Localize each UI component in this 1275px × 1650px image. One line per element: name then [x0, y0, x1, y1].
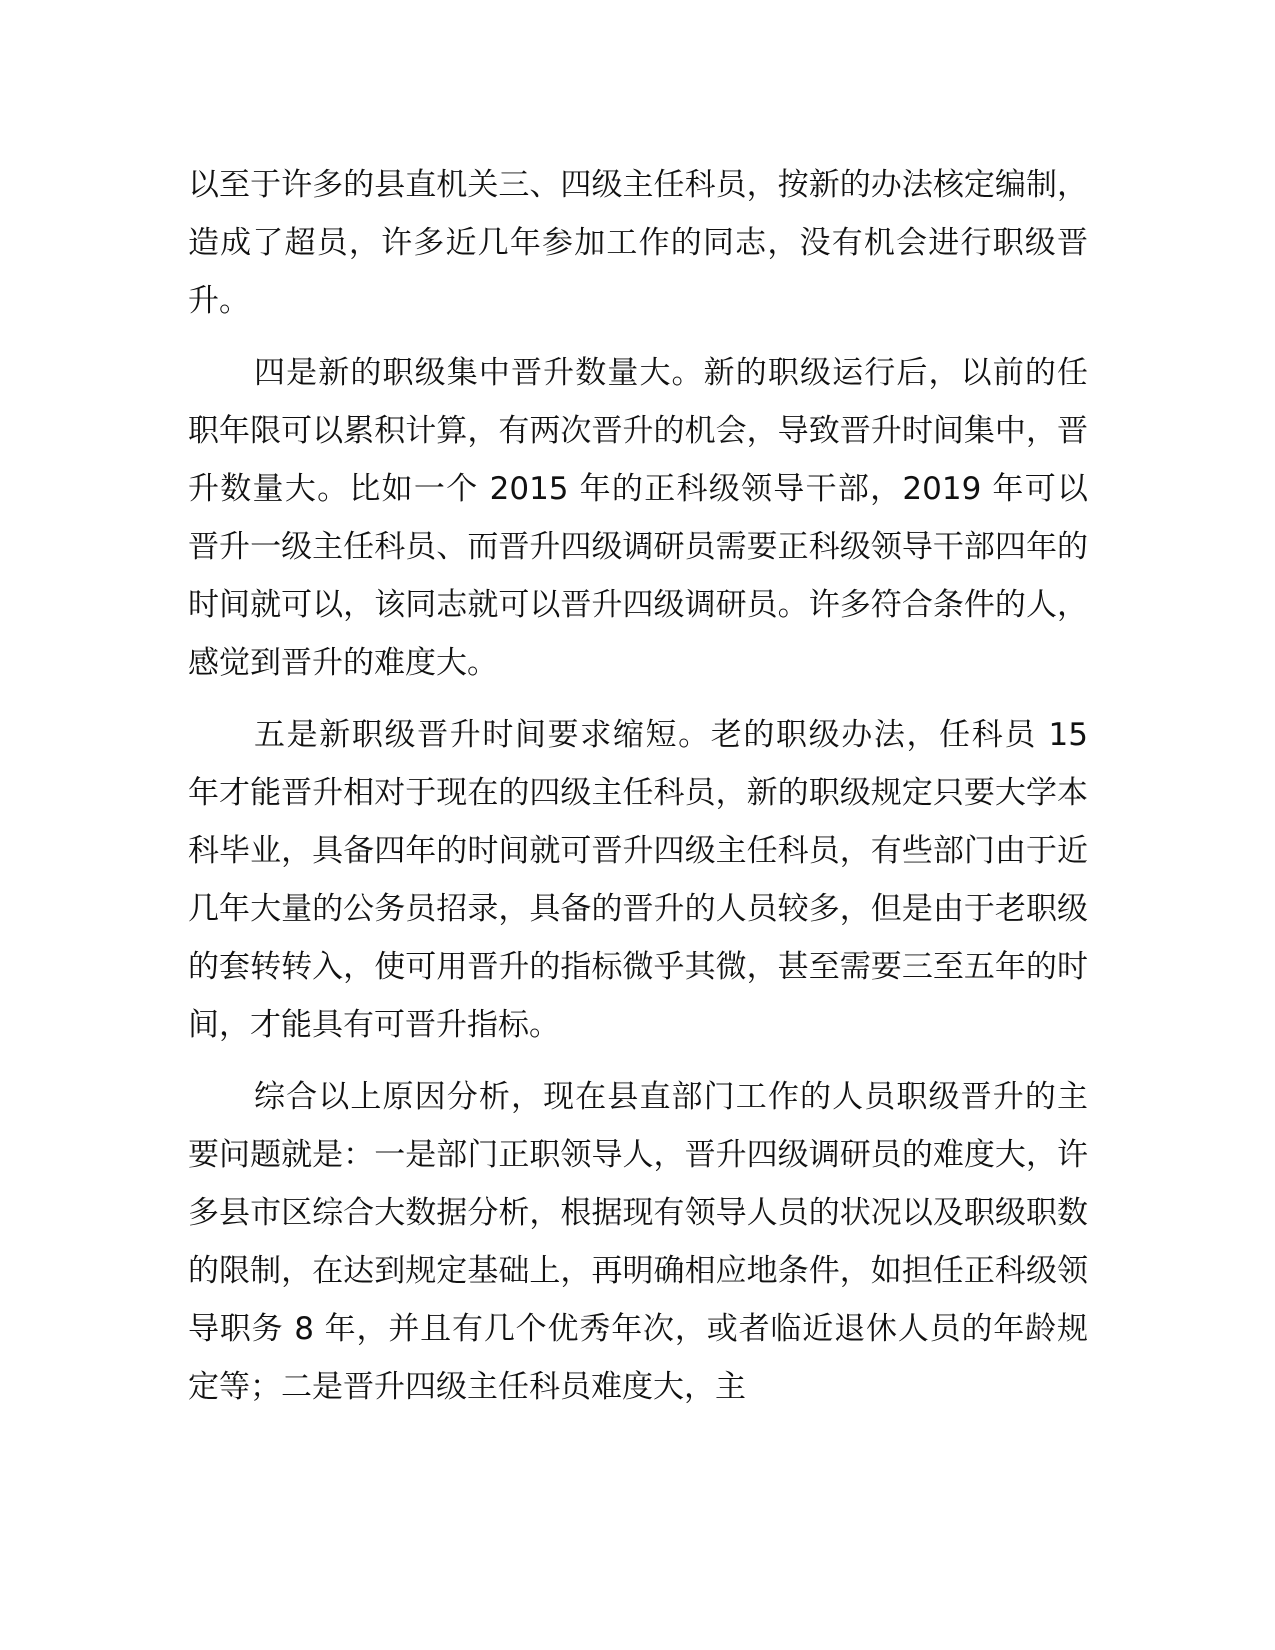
paragraph-summary: 综合以上原因分析，现在县直部门工作的人员职级晋升的主要问题就是：一是部门正职领导人，晋升四级调研员的难度大，许多县市区综合大数据分析，根据现有领导人员的状况以及职级职数的限制，在达到规定基础上，再明确相应地条件，如担任正科级领导职务 8 年，并且有几个优秀年次，或者临近退休人员的年龄规定等；二是晋升四级主任科员难度大，主 — [188, 1079, 1088, 1405]
paragraph-point-five: 五是新职级晋升时间要求缩短。老的职级办法，任科员 15 年才能晋升相对于现在的四级主任科员，新的职级规定只要大学本科毕业，具备四年的时间就可晋升四级主任科员，有些部门由于近几年大量的公务员招录，具备的晋升的人员较多，但是由于老职级的套转转入，使可用晋升的指标微乎其微，甚至需要三至五年的时间，才能具有可晋升指标。 — [188, 717, 1088, 1043]
paragraph-point-four: 四是新的职级集中晋升数量大。新的职级运行后，以前的任职年限可以累积计算，有两次晋升的机会，导致晋升时间集中，晋升数量大。比如一个 2015 年的正科级领导干部，2019 年可以晋升一级主任科员、而晋升四级调研员需要正科级领导干部四年的时间就可以，该同志就可以晋升四级调研员。许多符合条件的人，感觉到晋升的难度大。 — [188, 355, 1088, 681]
paragraph-continuation: 以至于许多的县直机关三、四级主任科员，按新的办法核定编制，造成了超员，许多近几年参加工作的同志，没有机会进行职级晋升。 — [188, 167, 1088, 319]
document-body — [188, 156, 1088, 1430]
